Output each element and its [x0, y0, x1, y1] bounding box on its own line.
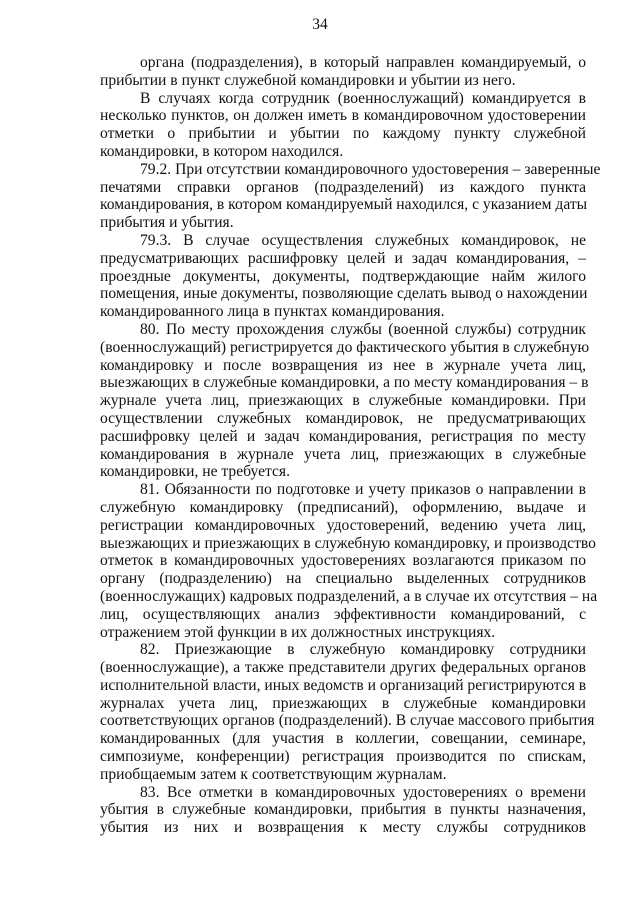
text-line: В случаях когда сотрудник (военнослужащий) командируется в	[140, 89, 586, 107]
paragraph	[100, 160, 601, 232]
text-line: выезжающих в служебные командировки, а по месту командирования – в	[100, 374, 589, 392]
text-line: несколько пунктов, он должен иметь в командировочном удостоверении	[100, 107, 586, 125]
text-line: убытия в служебные командировки, прибытия в пункты назначения,	[100, 801, 586, 819]
paragraph	[100, 54, 586, 90]
text-line: 82. Приезжающие в служебную командировку сотрудники	[140, 641, 586, 659]
text-line: органу (подразделению) на специально выделенных сотрудников	[100, 570, 586, 588]
text-line: соответствующих органов (подразделений). В случае массового прибытия	[100, 712, 595, 730]
text-line: проездные документы, документы, подтверждающие найм жилого	[100, 267, 586, 285]
text-line: командирования, в котором командируемый находился, с указанием даты	[100, 196, 588, 214]
text-line: помещения, иные документы, позволяющие сделать вывод о нахождении	[100, 285, 588, 303]
text-line: командировку и после возвращения из нее в журнале учета лиц,	[100, 356, 586, 374]
text-line: журналах учета лиц, приезжающих в служебные командировки	[100, 694, 586, 712]
paragraph	[100, 784, 586, 837]
text-line: симпозиуме, конференции) регистрация производится по спискам,	[100, 748, 586, 766]
text-line: регистрации командировочных удостоверений, ведению учета лиц,	[100, 516, 586, 534]
text-line: прибытия и убытия.	[100, 214, 234, 232]
text-line: отражением этой функции в их должностных инструкциях.	[100, 623, 496, 641]
text-line: прибытии в пункт служебной командировки и убытии из него.	[100, 71, 516, 89]
text-line: выезжающих и приезжающих в служебную командировку, и производство	[100, 534, 596, 552]
text-line: 83. Все отметки в командировочных удостоверениях о времени	[140, 783, 586, 801]
paragraph	[100, 232, 586, 321]
paragraph	[100, 641, 595, 783]
paragraph	[100, 320, 590, 481]
text-line: (военнослужащие), а также представители других федеральных органов	[100, 659, 586, 677]
text-line: (военнослужащих) кадровых подразделений, а в случае их отсутствия – на	[100, 587, 598, 605]
document-body	[100, 54, 601, 837]
text-line: органа (подразделения), в который направлен командируемый, о	[140, 54, 586, 71]
text-line: командирования в журнале учета лиц, приезжающих в служебные	[100, 445, 586, 463]
text-line: лиц, осуществляющих анализ эффективности командирований, с	[100, 605, 586, 623]
text-line: отметки о прибытии и убытии по каждому пункту служебной	[100, 125, 586, 143]
text-line: 79.2. При отсутствии командировочного удостоверения – заверенные	[140, 160, 601, 178]
text-line: служебную командировку (предписаний), оформлению, выдаче и	[100, 498, 586, 516]
text-line: командировки, в котором находился.	[100, 142, 344, 160]
paragraph	[100, 90, 586, 161]
text-line: осуществлении служебных командировок, не предусматривающих	[100, 409, 586, 427]
page-number: 34	[312, 16, 328, 33]
text-line: убытия из них и возвращения к месту службы сотрудников	[100, 819, 586, 837]
text-line: 81. Обязанности по подготовке и учету приказов о направлении в	[140, 481, 586, 499]
text-line: (военнослужащий) регистрируется до фактического убытия в служебную	[100, 338, 590, 356]
text-line: командированного лица в пунктах командирования.	[100, 303, 445, 321]
text-line: командировки, не требуется.	[100, 463, 291, 481]
text-line: 80. По месту прохождения службы (военной службы) сотрудник	[140, 320, 586, 338]
text-line: командированных (для участия в коллегии, совещании, семинаре,	[100, 730, 586, 748]
text-line: приобщаемым затем к соответствующим журналам.	[100, 765, 447, 783]
text-line: расшифровку целей и задач командирования, регистрация по месту	[100, 427, 586, 445]
paragraph	[100, 481, 598, 641]
text-line: предусматривающих расшифровку целей и задач командирования, –	[100, 249, 586, 267]
text-line: отметок в командировочных удостоверениях возлагаются приказом по	[100, 552, 586, 570]
text-line: 79.3. В случае осуществления служебных командировок, не	[140, 231, 586, 249]
text-line: исполнительной власти, иных ведомств и организаций регистрируются в	[100, 676, 587, 694]
text-line: печатями справки органов (подразделений) из каждого пункта	[100, 178, 586, 196]
text-line: журнале учета лиц, приезжающих в служебные командировки. При	[100, 392, 586, 410]
